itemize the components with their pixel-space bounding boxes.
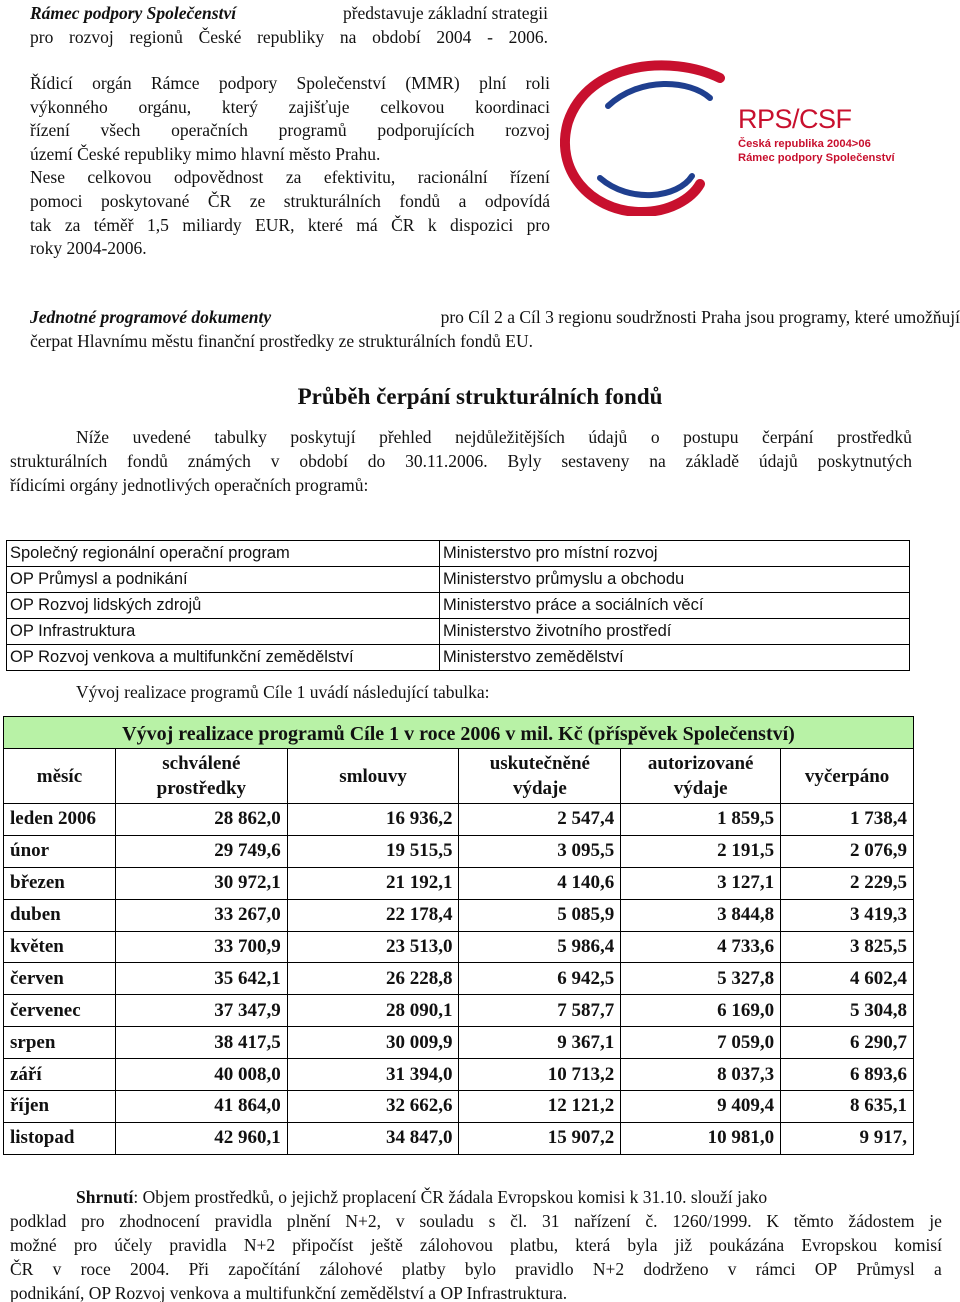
jpd-line1-rest: pro Cíl 2 a Cíl 3 regionu soudržnosti Praha jsou programy, které umožňují [440,307,960,327]
word: v [52,1259,62,1279]
drawn-cell: 6 290,7 [781,1027,914,1059]
authorised-cell: 3 844,8 [621,899,781,931]
table-row [7,541,910,567]
rps-csf-logo [560,58,895,216]
word: Společenství [296,73,386,93]
word: celkovou [87,167,152,188]
word: Nese [30,167,65,188]
word: fondů [127,451,168,471]
word: podklad [10,1211,67,1231]
programme-cell: Společný regionální operační program [7,541,440,567]
ministry-cell: Ministerstvo zemědělství [440,645,910,671]
overview-line [10,449,912,473]
programme-cell: OP Rozvoj venkova a multifunkční zemědělství [7,645,440,671]
table-header-row [4,749,914,804]
header-text: schválené [162,753,241,774]
row-month: červen [4,963,116,995]
realised-cell: 15 907,2 [459,1122,621,1154]
contracts-cell: 31 394,0 [287,1059,459,1091]
word: ještě [370,1235,403,1255]
word: platbu, [509,1235,559,1255]
approved-cell: 37 347,9 [115,995,287,1027]
word: pro [73,1235,98,1255]
overview-paragraph [10,425,912,497]
overview-line: řídicími orgány jednotlivých operačních programů: [10,475,369,495]
row-month: duben [4,899,116,931]
word: zajišťuje [288,96,350,117]
column-header-realised [459,749,621,804]
word: je [929,1211,942,1231]
column-header-contracts: smlouvy [287,749,459,804]
realised-cell: 9 367,1 [459,1027,621,1059]
table-row [4,1122,914,1154]
approved-cell: 42 960,1 [115,1122,287,1154]
word: 1260/1999. [672,1211,752,1231]
word: strukturálních [10,451,108,471]
approved-cell: 33 267,0 [115,899,287,931]
word: pravidla [214,1211,273,1231]
word: možné [10,1235,57,1255]
approved-cell: 33 700,9 [115,931,287,963]
word: celkovou [380,96,445,117]
word: podporujících [377,120,475,141]
header-text: výdaje [512,778,567,799]
contracts-cell: 19 515,5 [287,835,459,867]
contracts-cell: 21 192,1 [287,867,459,899]
intro-line [30,72,550,96]
overview-line-text [76,425,912,449]
word: údajů [758,451,798,471]
word: pro [526,214,550,235]
authorised-cell: 8 037,3 [621,1059,781,1091]
contracts-cell: 23 513,0 [287,931,459,963]
approved-cell: 35 642,1 [115,963,287,995]
realised-cell: 12 121,2 [459,1091,621,1123]
word: 30.11.2006. [405,451,488,471]
word: období [299,451,348,471]
table-row [7,567,910,593]
realised-cell: 3 095,5 [459,835,621,867]
realised-cell: 4 140,6 [459,867,621,899]
logo-line2: Rámec podpory Společenství [738,152,895,164]
contracts-cell: 30 009,9 [287,1027,459,1059]
overview-line [10,425,912,449]
word: bylo [464,1259,496,1279]
word: Evropskou [801,1235,878,1255]
summary-line: podnikání, OP Rozvoj venkova a multifunkční zemědělství a OP Infrastruktura. [10,1283,568,1302]
row-month: září [4,1059,116,1091]
word: fondů [399,190,441,211]
word: N+2, [345,1211,382,1231]
approved-cell: 28 862,0 [115,804,287,836]
contracts-cell: 28 090,1 [287,995,459,1027]
jpd-line2: čerpat Hlavnímu městu finanční prostředky ze strukturálních fondů EU. [30,331,533,351]
jpd-line1 [30,305,960,329]
summary-line1-rest: : Objem prostředků, o jejichž proplacení ČR žádala Evropskou komisi k 31.10. slouží jako [133,1187,768,1207]
word: sestaveny [561,451,630,471]
realised-cell: 10 713,2 [459,1059,621,1091]
word: odpovídá [484,190,550,211]
word: zálohové [319,1259,383,1279]
word: s [488,1211,496,1231]
section-heading: Průběh čerpání strukturálních fondů [297,384,663,409]
word: která [575,1235,611,1255]
word: 2004. [129,1259,170,1279]
word: postupu [683,427,739,447]
table-intro: Vývoj realizace programů Cíle 1 uvádí následující tabulka: [76,682,490,702]
drawn-cell: 6 893,6 [781,1059,914,1091]
header-text: autorizované [647,753,754,774]
contracts-cell: 32 662,6 [287,1091,459,1123]
word: započítání [228,1259,301,1279]
word: a [458,190,467,211]
realised-cell: 5 986,4 [459,931,621,963]
word: poskytnutých [817,451,912,471]
logo-swoosh-icon [560,58,860,216]
header-text: výdaje [673,778,728,799]
word: Rámce [150,73,200,93]
intro-line [30,119,550,143]
word: který [221,96,258,117]
table-row [4,995,914,1027]
word: v [270,451,280,471]
word: poskytují [290,427,356,447]
ministry-cell: Ministerstvo práce a sociálních věcí [440,593,910,619]
summary-line [10,1209,942,1233]
authorised-cell: 3 127,1 [621,867,781,899]
objective1-progress-table [3,716,914,1155]
word: pro [81,1211,105,1231]
programme-cell: OP Průmysl a podnikání [7,567,440,593]
word: uvedené [132,427,191,447]
word: těmto [793,1211,834,1231]
word: plní [479,73,507,93]
table-row [7,593,910,619]
drawn-cell: 5 304,8 [781,995,914,1027]
row-month: únor [4,835,116,867]
word: strukturálních [283,190,381,211]
logo-line1: Česká republika 2004>06 [738,138,871,150]
approved-cell: 40 008,0 [115,1059,287,1091]
table-title: Vývoj realizace programů Cíle 1 v roce 2006 v mil. Kč (příspěvek Společenství) [4,717,914,749]
row-month: listopad [4,1122,116,1154]
table-row [7,645,910,671]
word: orgánu, [138,96,192,117]
table-row [7,619,910,645]
word: tabulky [214,427,267,447]
word: N+2 [243,1235,276,1255]
word: do [367,451,386,471]
word: podpory [218,73,278,93]
summary-line1-text [76,1185,767,1209]
word: přehled [379,427,432,447]
word: základě [685,451,740,471]
word: ČR [391,214,415,235]
row-month: leden 2006 [4,804,116,836]
contracts-cell: 16 936,2 [287,804,459,836]
table-row [4,835,914,867]
drawn-cell: 2 229,5 [781,867,914,899]
summary-line [10,1257,942,1281]
intro-lead-line1-rest: představuje základní strategii [342,3,548,23]
word: byla [627,1235,658,1255]
table-row [4,1059,914,1091]
word: K [766,1211,779,1231]
word: čerpání [762,427,814,447]
word: rámci [755,1259,796,1279]
word: efektivitu, [323,167,396,188]
drawn-cell: 2 076,9 [781,835,914,867]
contracts-cell: 26 228,8 [287,963,459,995]
intro-lead-emphasis: Rámec podpory Společenství [30,3,237,23]
authorised-cell: 5 327,8 [621,963,781,995]
approved-cell: 29 749,6 [115,835,287,867]
contracts-cell: 34 847,0 [287,1122,459,1154]
contracts-cell: 22 178,4 [287,899,459,931]
word: které [307,214,343,235]
intro-line [30,96,550,120]
word: č. [645,1211,658,1231]
programme-cell: OP Infrastruktura [7,619,440,645]
column-header-approved [115,749,287,804]
word: čl. [510,1211,528,1231]
realised-cell: 6 942,5 [459,963,621,995]
table-row [4,804,914,836]
word: účely [114,1235,153,1255]
word: Řídicí [30,73,73,93]
word: prostředků [837,427,912,447]
header-text: uskutečněné [489,753,590,774]
summary-label: Shrnutí [76,1187,134,1207]
realised-cell: 5 085,9 [459,899,621,931]
word: údajů [588,427,628,447]
header-text: prostředky [156,778,247,799]
word: pravidla [169,1235,227,1255]
word: orgán [92,73,132,93]
word: tak [30,214,52,235]
drawn-cell: 8 635,1 [781,1091,914,1123]
drawn-cell: 3 419,3 [781,899,914,931]
word: 1,5 [147,214,169,235]
row-month: březen [4,867,116,899]
word: komisí [894,1235,942,1255]
authorised-cell: 4 733,6 [621,931,781,963]
table-row [4,867,914,899]
column-header-month: měsíc [4,749,116,804]
word: racionální [417,167,488,188]
intro-line [30,166,550,190]
table-row [4,931,914,963]
ministry-cell: Ministerstvo životního prostředí [440,619,910,645]
word: 31 [541,1211,560,1231]
table-title-row [4,717,914,749]
word: za [285,167,302,188]
table-body [4,804,914,1155]
word: žádostem [848,1211,915,1231]
word: řízení [30,120,70,141]
word: poukázána [709,1235,785,1255]
programme-cell: OP Rozvoj lidských zdrojů [7,593,440,619]
word: roce [80,1259,111,1279]
word: ze [249,190,266,211]
word: má [356,214,378,235]
ministry-cell: Ministerstvo průmyslu a obchodu [440,567,910,593]
word: pravidlo [515,1259,574,1279]
intro-line: území České republiky mimo hlavní město Prahu. [30,143,381,164]
word: EUR, [255,214,295,235]
word: nařízení [574,1211,631,1231]
word: již [674,1235,693,1255]
word: programů [278,120,347,141]
word: k [427,214,437,235]
intro-line [30,190,550,214]
word: řízení [510,167,550,188]
word: zálohovou [419,1235,493,1255]
word: ČR [207,190,232,211]
authorised-cell: 6 169,0 [621,995,781,1027]
word: nejdůležitějších [455,427,565,447]
word: v [727,1259,737,1279]
summary-paragraph [10,1185,942,1302]
word: Při [188,1259,210,1279]
word: N+2 [592,1259,625,1279]
intro-line: roky 2004-2006. [30,238,147,259]
word: připočíst [292,1235,354,1255]
table-row [4,899,914,931]
word: a [934,1259,942,1279]
column-header-authorised [621,749,781,804]
word: rozvoj [505,120,550,141]
jpd-emphasis: Jednotné programové dokumenty [30,307,272,327]
word: miliardy [182,214,242,235]
word: všech [100,120,141,141]
drawn-cell: 1 738,4 [781,804,914,836]
authorised-cell: 10 981,0 [621,1122,781,1154]
approved-cell: 41 864,0 [115,1091,287,1123]
word: OP [814,1259,838,1279]
realised-cell: 2 547,4 [459,804,621,836]
word: plnění [286,1211,331,1231]
row-month: květen [4,931,116,963]
word: dodrženo [643,1259,709,1279]
word: dispozici [450,214,514,235]
word: o [650,427,660,447]
drawn-cell: 3 825,5 [781,931,914,963]
intro-line [30,214,550,238]
word: výkonného [30,96,108,117]
word: (MMR) [405,73,460,93]
word: ČR [10,1259,34,1279]
realised-cell: 7 587,7 [459,995,621,1027]
word: za [64,214,81,235]
table-row [4,1027,914,1059]
programme-ministry-table [6,540,910,671]
jpd-paragraph [30,305,960,353]
word: operačních [171,120,248,141]
row-month: srpen [4,1027,116,1059]
drawn-cell: 4 602,4 [781,963,914,995]
word: koordinaci [475,96,550,117]
column-header-drawn: vyčerpáno [781,749,914,804]
summary-line [10,1233,942,1257]
authorised-cell: 1 859,5 [621,804,781,836]
word: platby [401,1259,446,1279]
table-row [4,963,914,995]
word: Průmysl [856,1259,915,1279]
ministry-cell: Ministerstvo pro místní rozvoj [440,541,910,567]
word: roli [525,73,550,93]
intro-paragraph [30,72,550,261]
authorised-cell: 7 059,0 [621,1027,781,1059]
summary-line1 [10,1185,942,1209]
logo-acronym: RPS/CSF [738,104,852,134]
word: Níže [76,427,110,447]
word: zhodnocení [119,1211,200,1231]
word: pomoci [30,190,83,211]
intro-lead [30,2,548,49]
row-month: říjen [4,1091,116,1123]
authorised-cell: 2 191,5 [621,835,781,867]
authorised-cell: 9 409,4 [621,1091,781,1123]
intro-lead-line1 [30,2,548,26]
word: souladu [419,1211,474,1231]
word: na [649,451,666,471]
approved-cell: 30 972,1 [115,867,287,899]
word: téměř [93,214,134,235]
table-row [4,1091,914,1123]
row-month: červenec [4,995,116,1027]
word: Byly [507,451,542,471]
intro-lead-line2: pro rozvoj regionů České republiky na období 2004 - 2006. [30,26,548,47]
word: v [395,1211,405,1231]
approved-cell: 38 417,5 [115,1027,287,1059]
word: poskytované [100,190,190,211]
word: odpovědnost [173,167,264,188]
word: známých [187,451,251,471]
drawn-cell: 9 917, [781,1122,914,1154]
